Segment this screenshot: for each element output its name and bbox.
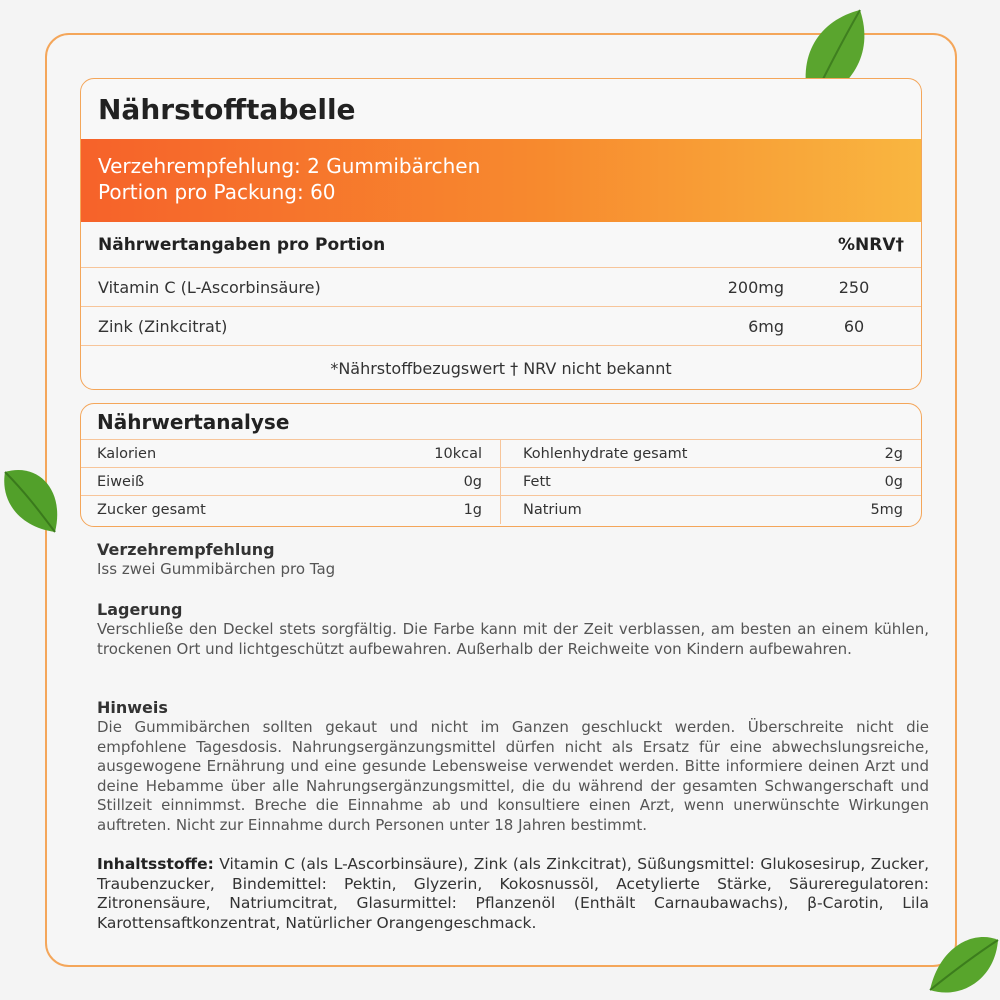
storage-text: Verschließe den Deckel stets sorgfältig. Die Farbe kann mit der Zeit verblassen, am besten an einem kühlen, trockenen Ort und lichtgeschützt aufbewahren. Außerhalb der Reichweite von Kindern aufbewahren. (97, 620, 929, 658)
analysis-value: 5mg (870, 502, 903, 518)
analysis-value: 1g (463, 502, 482, 518)
analysis-row (81, 496, 500, 524)
notice-title: Hinweis (97, 698, 168, 717)
leaf-icon (920, 930, 1000, 1000)
ingredients-text: Vitamin C (als L-Ascorbinsäure), Zink (als Zinkcitrat), Süßungsmittel: Glukosesirup, Zucker, Traubenzucker, Bindemittel: Pektin, Glyzerin, Kokosnussöl, Acetylierte Stärke, Säureregulatoren: Zitronensäure, Natriumcitrat, Glasurmittel: Pflanzenöl (Enthält Carnaubawachs), β-Carotin, Lila Karottensaftkonzentrat, Natürlicher Orangengeschmack. (97, 855, 929, 932)
nutrient-nrv: 250 (838, 277, 870, 297)
recommendation-text: Verzehrempfehlung: 2 Gummibärchen (98, 154, 481, 178)
analysis-label: Zucker gesamt (97, 502, 206, 518)
table-footnote: *Nährstoffbezugswert † NRV nicht bekannt (330, 358, 672, 378)
analysis-title: Nährwertanalyse (81, 404, 921, 440)
portions-text: Portion pro Packung: 60 (98, 180, 336, 204)
storage-title: Lagerung (97, 600, 183, 619)
ingredients-section (97, 855, 929, 933)
analysis-value: 0g (463, 473, 482, 490)
analysis-row (501, 496, 921, 524)
analysis-row (81, 468, 500, 496)
usage-section (97, 540, 929, 580)
nutrient-table-card (80, 78, 922, 390)
usage-text: Iss zwei Gummibärchen pro Tag (97, 560, 336, 578)
analysis-label: Natrium (523, 502, 582, 518)
table-row (81, 268, 921, 307)
notice-text: Die Gummibärchen sollten gekaut und nicht im Ganzen geschluckt werden. Überschreite nicht die empfohlene Tagesdosis. Nahrungsergänzungsmittel dürfen nicht als Ersatz für eine abwechslungsreiche, ausgewogene Ernährung und eine gesunde Lebensweise verwendet werden. Bitte informiere deinen Arzt und deine Hebamme über alle Nahrungsergänzungsmittel, die du während der gesamten Schwangerschaft und Stillzeit einnimmst. Breche die Einnahme ab und konsultiere einen Arzt, wenn unerwünschte Wirkungen auftreten. Nicht zur Einnahme durch Personen unter 18 Jahren bestimmt. (97, 718, 929, 834)
table-row (81, 307, 921, 346)
analysis-label: Kohlenhydrate gesamt (523, 445, 688, 462)
nutrient-name: Zink (Zinkcitrat) (98, 316, 228, 336)
nutrient-amount: 200mg (727, 277, 784, 297)
analysis-label: Fett (523, 473, 551, 490)
nutrient-name: Vitamin C (L-Ascorbinsäure) (98, 277, 321, 297)
nutrient-nrv: 60 (843, 316, 865, 336)
analysis-row (501, 440, 921, 468)
nutrient-table-title: Nährstofftabelle (98, 93, 356, 126)
analysis-card (80, 403, 922, 527)
serving-info-banner (81, 139, 921, 222)
analysis-value: 2g (884, 445, 903, 462)
leaf-icon (0, 462, 70, 542)
analysis-value: 10kcal (434, 445, 482, 462)
header-nrv: %NRV† (837, 234, 904, 255)
analysis-label: Kalorien (97, 445, 157, 462)
analysis-row (81, 440, 500, 468)
analysis-left-column (81, 440, 501, 524)
ingredients-label: Inhaltsstoffe: (97, 855, 214, 873)
notice-section (97, 698, 929, 835)
header-label: Nährwertangaben pro Portion (98, 234, 386, 255)
analysis-value: 0g (884, 473, 903, 490)
usage-title: Verzehrempfehlung (97, 540, 275, 559)
nutrient-amount: 6mg (748, 316, 784, 336)
storage-section (97, 600, 929, 659)
analysis-grid (81, 440, 921, 524)
analysis-right-column (501, 440, 921, 524)
analysis-label: Eiweiß (97, 473, 145, 490)
table-header (81, 222, 921, 268)
analysis-row (501, 468, 921, 496)
